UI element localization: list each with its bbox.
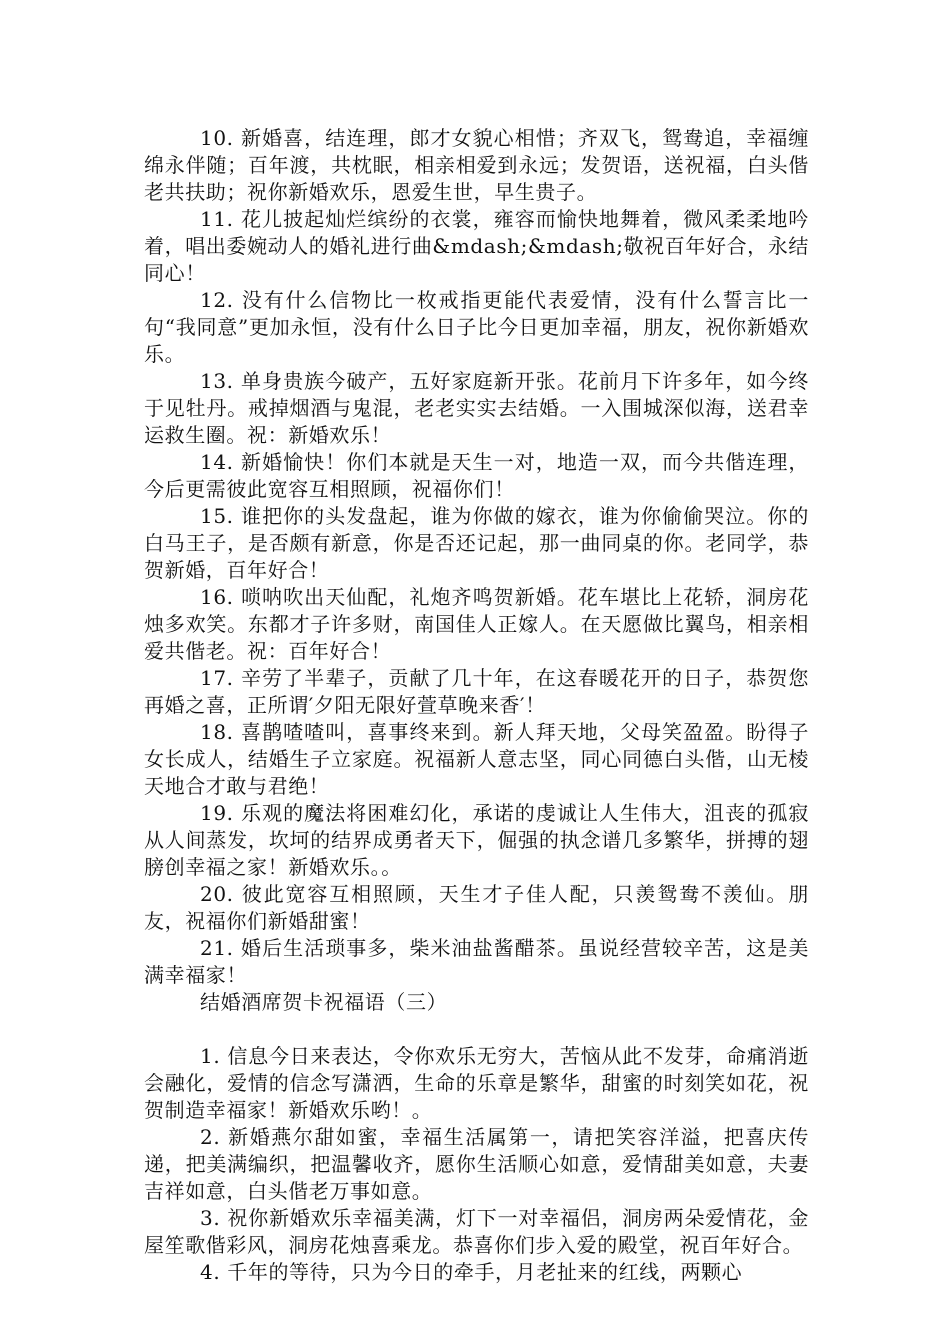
blessing-paragraph-10: 10. 新婚喜，结连理，郎才女貌心相惜；齐双飞，鸳鸯追，幸福缠绵永伴随；百年渡，共枕眠，相亲相爱到永远；发贺语，送祝福，白头偕老共扶助；祝你新婚欢乐，恩爱生世，早生贵子。 (144, 126, 809, 204)
blessing-paragraph-17: 17. 辛劳了半辈子，贡献了几十年，在这春暖花开的日子，恭贺您再婚之喜，正所谓′夕阳无限好萱草晚来香′！ (144, 666, 809, 717)
blessing-paragraph-b4: 4. 千年的等待，只为今日的牵手，月老扯来的红线，两颗心 (200, 1260, 743, 1284)
document-body (144, 125, 809, 1286)
blessing-paragraph-14: 14. 新婚愉快！你们本就是天生一对，地造一双，而今共偕连理，今后更需彼此宽容互相照顾，祝福你们！ (144, 450, 809, 501)
blessing-paragraph-19: 19. 乐观的魔法将困难幻化，承诺的虔诚让人生伟大，沮丧的孤寂从人间蒸发，坎坷的结界成勇者天下，倔强的执念谱几多繁华，拼搏的翅膀创幸福之家！新婚欢乐。。 (144, 801, 809, 879)
blessing-paragraph-b3: 3. 祝你新婚欢乐幸福美满，灯下一对幸福侣，洞房两朵爱情花，金屋笙歌偕彩风，洞房花烛喜乘龙。恭喜你们步入爱的殿堂，祝百年好合。 (144, 1206, 809, 1257)
blessing-paragraph-20: 20. 彼此宽容互相照顾，天生才子佳人配，只羡鸳鸯不羡仙。朋友，祝福你们新婚甜蜜！ (144, 882, 809, 933)
blank-line (144, 1016, 809, 1043)
blessing-paragraph-b1: 1. 信息今日来表达，令你欢乐无穷大，苦恼从此不发芽，命痛消逝会融化，爱情的信念写潇洒，生命的乐章是繁华，甜蜜的时刻笑如花，祝贺制造幸福家！新婚欢乐哟！。 (144, 1044, 809, 1122)
blessing-paragraph-18: 18. 喜鹊喳喳叫，喜事终来到。新人拜天地，父母笑盈盈。盼得子女长成人，结婚生子立家庭。祝福新人意志坚，同心同德白头偕，山无棱天地合才敢与君绝！ (144, 720, 809, 798)
section-heading: 结婚酒席贺卡祝福语（三） (200, 990, 448, 1014)
blessing-paragraph-11: 11. 花儿披起灿烂缤纷的衣裳，雍容而愉快地舞着，微风柔柔地吟着，唱出委婉动人的婚礼进行曲&mdash;&mdash;敬祝百年好合，永结同心！ (144, 207, 809, 285)
blessing-paragraph-12: 12. 没有什么信物比一枚戒指更能代表爱情，没有什么誓言比一句“我同意”更加永恒，没有什么日子比今日更加幸福，朋友，祝你新婚欢乐。 (144, 288, 809, 366)
blessing-paragraph-b2: 2. 新婚燕尔甜如蜜，幸福生活属第一，请把笑容洋溢，把喜庆传递，把美满编织，把温馨收齐，愿你生活顺心如意，爱情甜美如意，夫妻吉祥如意，白头偕老万事如意。 (144, 1125, 809, 1203)
blessing-paragraph-21: 21. 婚后生活琐事多，柴米油盐酱醋茶。虽说经营较辛苦，这是美满幸福家！ (144, 936, 809, 987)
blessing-paragraph-16: 16. 唢呐吹出天仙配，礼炮齐鸣贺新婚。花车堪比上花轿，洞房花烛多欢笑。东都才子许多财，南国佳人正嫁人。在天愿做比翼鸟，相亲相爱共偕老。祝：百年好合！ (144, 585, 809, 663)
blessing-paragraph-13: 13. 单身贵族今破产，五好家庭新开张。花前月下许多年，如今终于见牡丹。戒掉烟酒与鬼混，老老实实去结婚。一入围城深似海，送君幸运救生圈。祝：新婚欢乐！ (144, 369, 809, 447)
blessing-paragraph-15: 15. 谁把你的头发盘起，谁为你做的嫁衣，谁为你偷偷哭泣。你的白马王子，是否颇有新意，你是否还记起，那一曲同桌的你。老同学，恭贺新婚，百年好合！ (144, 504, 809, 582)
